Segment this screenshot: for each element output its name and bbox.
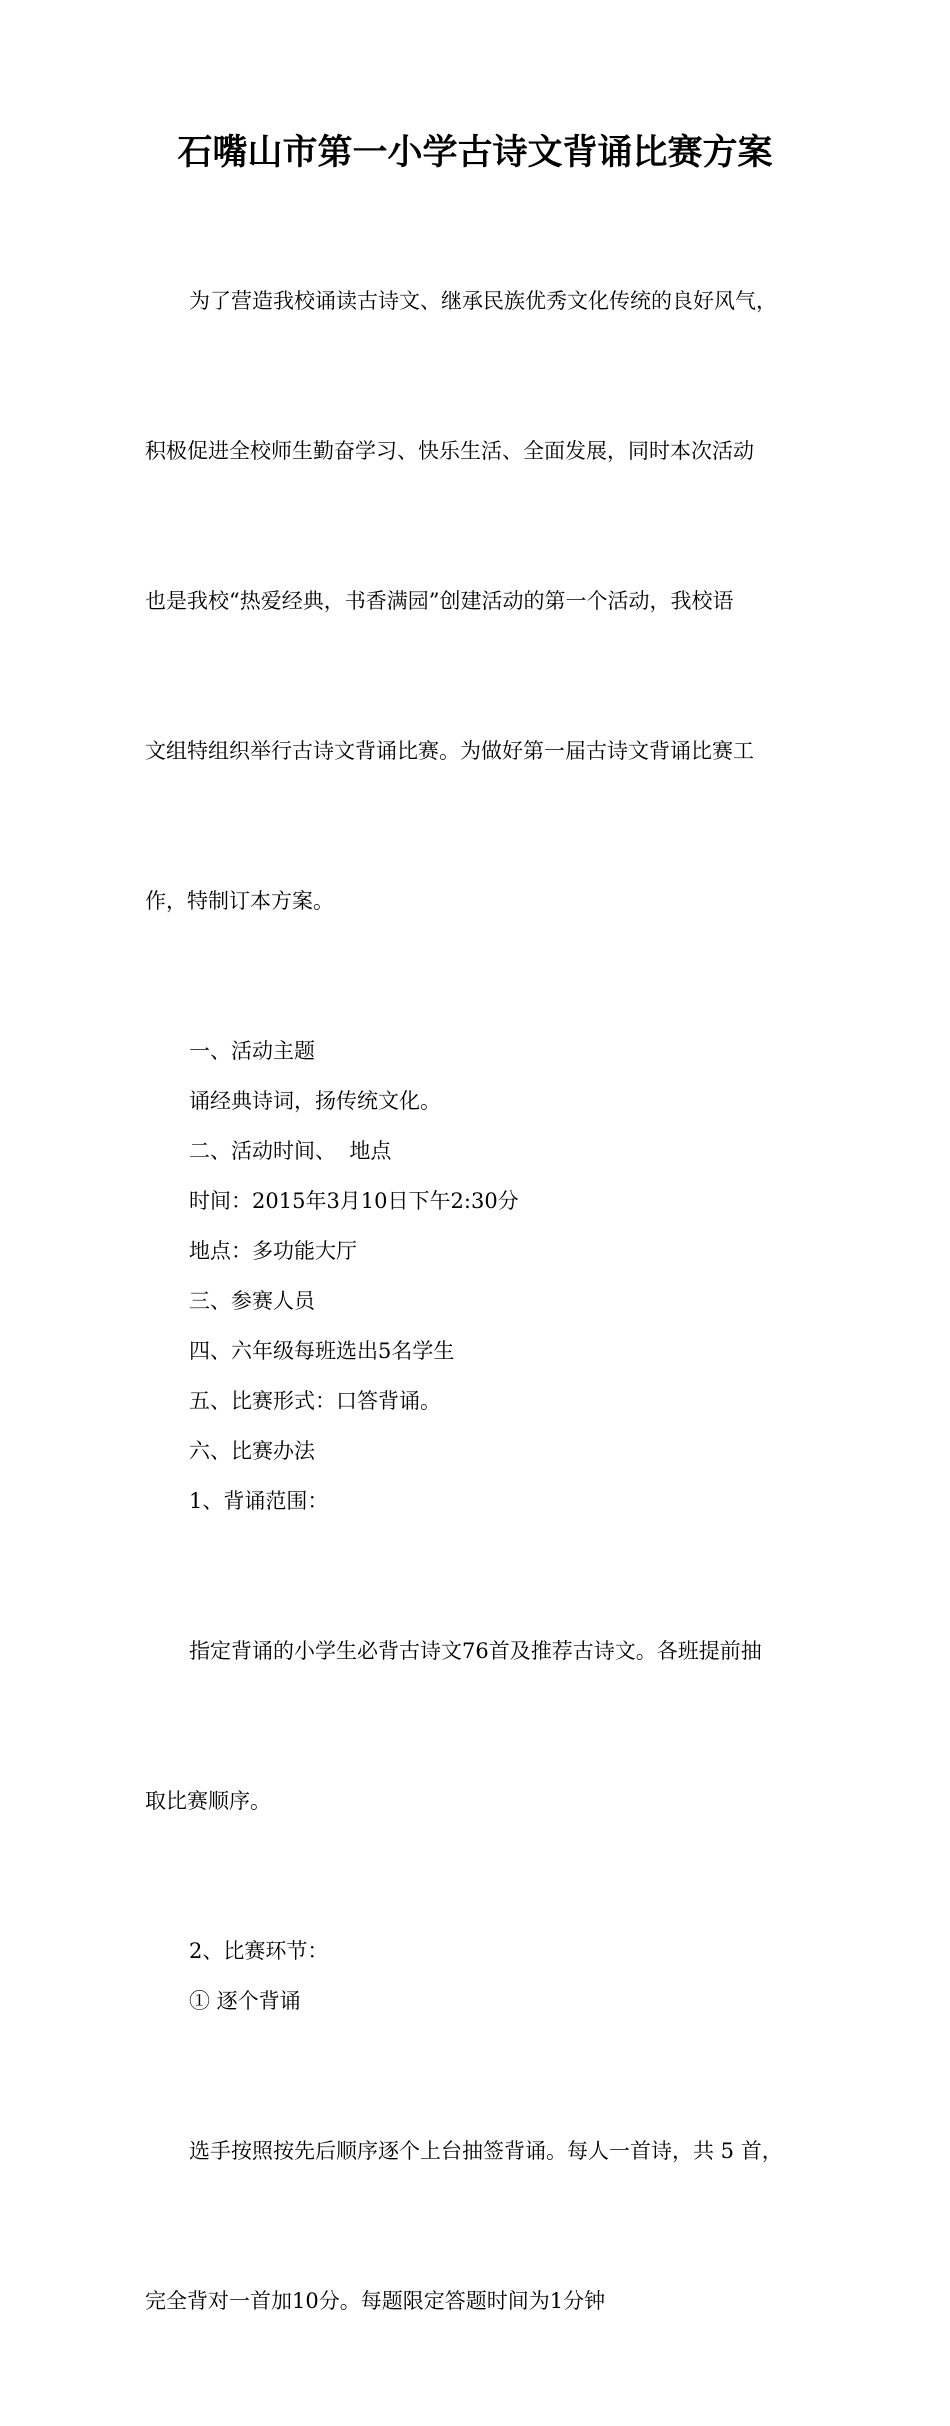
section2-heading: 二、活动时间、 地点 bbox=[189, 1139, 392, 1163]
section1-heading: 一、活动主题 bbox=[189, 1039, 315, 1063]
item2-sub1-paragraph bbox=[145, 2026, 825, 2426]
item2-sub1-heading: ① 逐个背诵 bbox=[189, 1989, 301, 2013]
intro-line: 作，特制订本方案。 bbox=[145, 889, 334, 913]
intro-line: 积极促进全校师生勤奋学习、快乐生活、全面发展，同时本次活动 bbox=[145, 439, 754, 463]
item2-sub1-line: 完全背对一首加10分。每题限定答题时间为1分钟 bbox=[145, 2289, 606, 2313]
item2-sub1-line: 选手按照按先后顺序逐个上台抽签背诵。每人一首诗，共 5 首， bbox=[189, 2139, 783, 2163]
intro-line: 为了营造我校诵读古诗文、继承民族优秀文化传统的良好风气， bbox=[189, 289, 777, 313]
intro-paragraph bbox=[145, 176, 825, 1026]
section2-time: 时间：2015年3月10日下午2:30分 bbox=[189, 1189, 519, 1213]
section1-content: 诵经典诗词，扬传统文化。 bbox=[189, 1089, 441, 1113]
item2-heading: 2、比赛环节： bbox=[189, 1939, 329, 1963]
section2-place: 地点：多功能大厅 bbox=[189, 1239, 357, 1263]
section3-heading: 三、参赛人员 bbox=[189, 1289, 315, 1313]
document-body bbox=[145, 176, 825, 2426]
item1-line: 指定背诵的小学生必背古诗文76首及推荐古诗文。各班提前抽 bbox=[189, 1639, 762, 1663]
item1-paragraph bbox=[145, 1526, 825, 1926]
section4-heading: 四、六年级每班选出5名学生 bbox=[189, 1339, 455, 1363]
intro-line: 文组特组织举行古诗文背诵比赛。为做好第一届古诗文背诵比赛工 bbox=[145, 739, 754, 763]
section6-heading: 六、比赛办法 bbox=[189, 1439, 315, 1463]
item1-line: 取比赛顺序。 bbox=[145, 1789, 271, 1813]
section5-heading: 五、比赛形式：口答背诵。 bbox=[189, 1389, 441, 1413]
item1-heading: 1、背诵范围： bbox=[189, 1489, 329, 1513]
document-title: 石嘴山市第一小学古诗文背诵比赛方案 bbox=[177, 132, 773, 173]
intro-line: 也是我校“热爱经典，书香满园”创建活动的第一个活动，我校语 bbox=[145, 589, 734, 613]
